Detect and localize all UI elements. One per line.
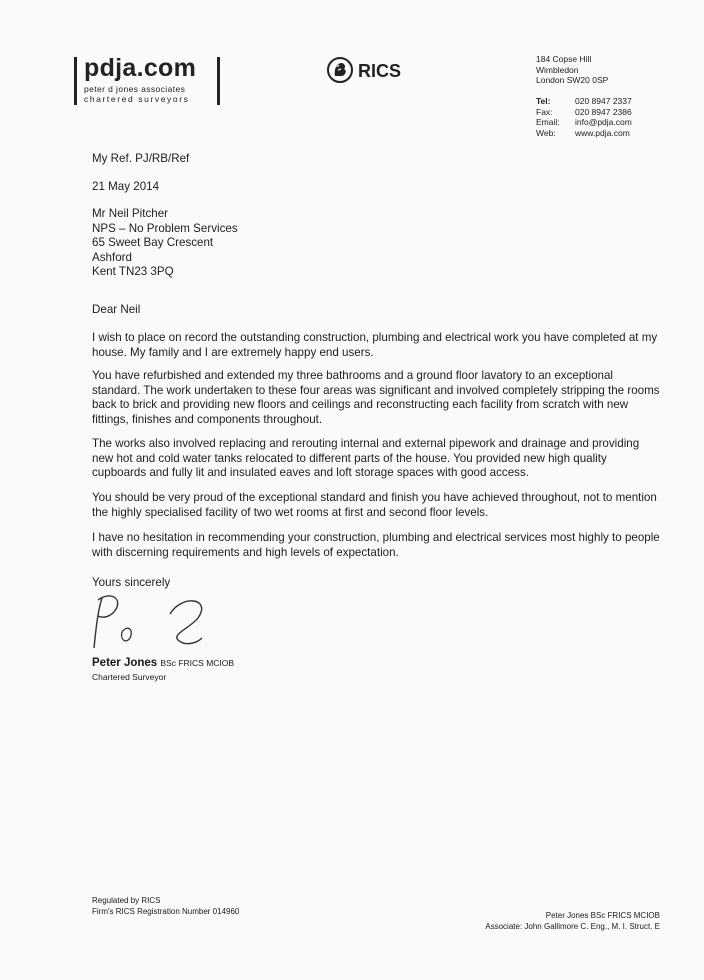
footer-left [92,896,239,917]
rics-lion-icon [326,56,354,84]
salutation: Dear Neil [92,303,141,316]
reference: My Ref. PJ/RB/Ref [92,152,190,165]
rics-logo [326,56,416,86]
address-line: 184 Copse Hill [536,54,592,64]
address-line: Wimbledon [536,64,579,75]
letter-date: 21 May 2014 [92,180,160,193]
contact-value: 020 8947 2386 [575,106,632,117]
logo-company-name: peter d jones associates [84,84,186,94]
contact-label: Fax: [536,106,553,117]
recipient-line: Mr Neil Pitcher [92,207,169,220]
recipient-address [92,207,662,280]
contact-label: Web: [536,127,556,138]
footer-line: Firm's RICS Registration Number 014960 [92,906,240,916]
paragraph: I wish to place on record the outstanding construction, plumbing and electrical work you have completed at my house. My family and I are extremely happy end users. [92,331,658,359]
recipient-line: 65 Sweet Bay Crescent [92,236,214,249]
signatory-qualifications: BSc FRICS MCIOB [160,658,235,668]
signatory-name-text: Peter Jones [92,657,158,669]
footer-right [485,911,660,932]
address-line: London SW20 0SP [536,75,609,85]
contact-row-tel [536,96,632,107]
contact-details [536,96,632,138]
paragraph: You have refurbished and extended my three bathrooms and a ground floor lavatory to an exceptional standard. The work undertaken to these four areas was significant and involved completely stripping the rooms back to brick and providing new floors and ceilings and reconstructing each facility from scratch with new fittings, finishes and components throughout. [92,369,660,426]
rics-text: RICS [358,61,402,81]
recipient-line: Kent TN23 3PQ [92,265,174,278]
recipient-line: NPS – No Problem Services [92,221,238,235]
contact-row-fax [536,107,632,118]
paragraph: You should be very proud of the exceptional standard and finish you have achieved throughout, not to mention the highly specialised facility of two wet rooms at first and second floor levels. [92,491,657,519]
contact-label: Email: [536,117,560,128]
signatory-name [92,657,234,669]
footer-line: Regulated by RICS [92,896,161,905]
contact-row-web [536,128,632,139]
contact-value: info@pdja.com [575,117,632,128]
closing: Yours sincerely [92,576,171,589]
contact-label: Tel: [536,96,551,106]
logo-tagline: chartered surveyors [84,94,190,104]
footer-line: Peter Jones BSc FRICS MCIOB [545,911,660,920]
logo-brand: pdja.com [84,54,197,82]
paragraph: I have no hesitation in recommending your construction, plumbing and electrical services most highly to people with discerning requirements and high levels of expectation. [92,531,660,559]
contact-value: 020 8947 2337 [575,96,632,106]
company-address [536,54,608,86]
signatory-title: Chartered Surveyor [92,672,167,682]
contact-row-email [536,117,632,128]
footer-line: Associate: John Gallimore C. Eng., M. I. Struct. E [485,921,660,931]
company-logo [74,54,222,107]
handwritten-signature [88,590,218,652]
recipient-line: Ashford [92,250,132,264]
contact-value: www.pdja.com [575,127,630,138]
paragraph: The works also involved replacing and rerouting internal and external pipework and drainage and providing new hot and cold water tanks relocated to different parts of the house. You provided new high quality cupboards and fully lit and insulated eaves and loft storage spaces with good access. [92,437,640,479]
